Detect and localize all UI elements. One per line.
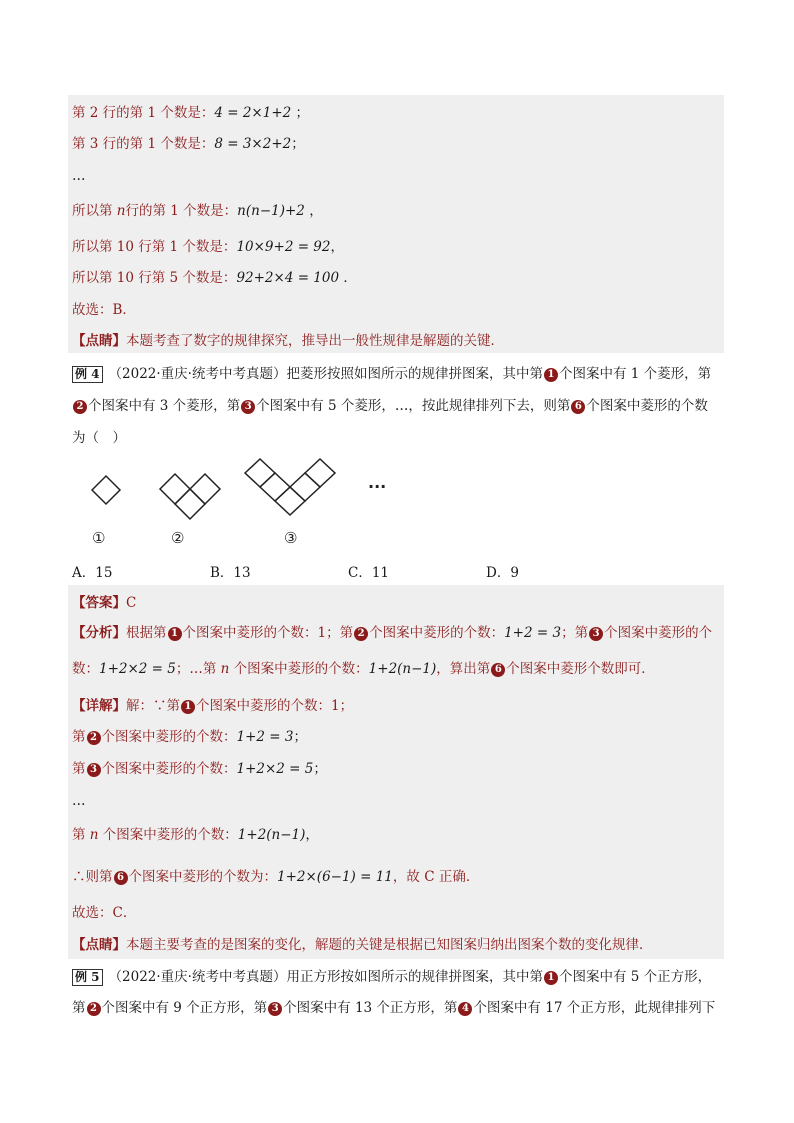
detail-line-1: 【详解】解：∵第 1 个图案中菱形的个数：1；: [72, 698, 354, 714]
pattern-2-rhombi: [160, 474, 220, 519]
detail-ellipsis: …: [72, 793, 86, 809]
example5-badge: 例 5: [72, 969, 103, 986]
detail-choice: 故选：C．: [72, 905, 137, 921]
pattern-1-label: ①: [92, 529, 106, 547]
option-a: A．15: [72, 565, 113, 581]
rhombus-pattern-figure: [60, 455, 420, 550]
solution-line-1: 第 2 行的第 1 个数是：4 = 2×1+2 ；: [72, 105, 310, 121]
example4-badge: 例 4: [72, 366, 103, 383]
option-c: C．11: [348, 565, 390, 581]
detail-line-5: 第 n 个图案中菱形的个数：1+2(n−1)，: [72, 827, 319, 843]
detail-line-2: 第 2 个图案中菱形的个数：1+2 = 3；: [72, 729, 307, 745]
option-d: D．9: [486, 565, 519, 581]
example4-line-3: 为（ ）: [72, 430, 126, 446]
circle-number-2: 2: [73, 400, 87, 414]
option-b: B．13: [210, 565, 251, 581]
solution-line-4: 所以第 n行的第 1 个数是：n(n−1)+2 ，: [72, 203, 323, 219]
solution-line-6: 所以第 10 行第 5 个数是：92+2×4 = 100 ．: [72, 270, 357, 286]
example4-line-2: 2 个图案中有 3 个菱形，第 3 个图案中有 5 个菱形，…，按此规律排列下去，则第 6 个图案中菱形的个数: [72, 396, 708, 416]
pattern-ellipsis: ···: [368, 477, 387, 496]
pattern-3-label: ③: [284, 529, 298, 547]
solution-line-5: 所以第 10 行第 1 个数是：10×9+2 = 92，: [72, 239, 344, 255]
remark-top: 【点睛】本题考查了数字的规律探究，推导出一般性规律是解题的关键．: [72, 333, 504, 349]
analysis-line-1: 【分析】根据第 1 个图案中菱形的个数：1；第 2 个图案中菱形的个数：1+2 = 3；第 3 个图案中菱形的个: [72, 625, 713, 641]
example5-line-1: 例 5 （2022·重庆·统考中考真题）用正方形按如图所示的规律拼图案，其中第 1 个图案中有 5 个正方形，: [72, 967, 711, 987]
example5-line-2: 第 2 个图案中有 9 个正方形，第 3 个图案中有 13 个正方形，第 4 个图案中有 17 个正方形，此规律排列下: [72, 1000, 716, 1016]
detail-line-3: 第 3 个图案中菱形的个数：1+2×2 = 5；: [72, 761, 327, 777]
solution-choice: 故选：B．: [72, 302, 136, 318]
remark-4: 【点睛】本题主要考查的是图案的变化，解题的关键是根据已知图案归纳出图案个数的变化规律．: [72, 937, 653, 953]
circle-number-3: 3: [241, 400, 255, 414]
answer-line: 【答案】C: [72, 595, 137, 611]
solution-line-2: 第 3 行的第 1 个数是：8 = 3×2+2；: [72, 136, 305, 152]
circle-number-1: 1: [544, 368, 558, 382]
example4-line-1: 例 4 （2022·重庆·统考中考真题）把菱形按照如图所示的规律拼图案，其中第 1 个图案中有 1 个菱形，第: [72, 364, 711, 384]
analysis-line-2: 数：1+2×2 = 5；…第 n 个图案中菱形的个数：1+2(n−1)，算出第 6 个图案中菱形个数即可．: [72, 661, 655, 677]
solution-ellipsis: …: [72, 168, 86, 184]
pattern-1-rhombus: [92, 476, 120, 504]
pattern-2-label: ②: [171, 529, 185, 547]
pattern-3-rhombi: [245, 459, 335, 515]
circle-number-6: 6: [571, 400, 585, 414]
detail-line-6: ∴则第 6 个图案中菱形的个数为：1+2×(6−1) = 11，故 C 正确．: [72, 869, 480, 885]
